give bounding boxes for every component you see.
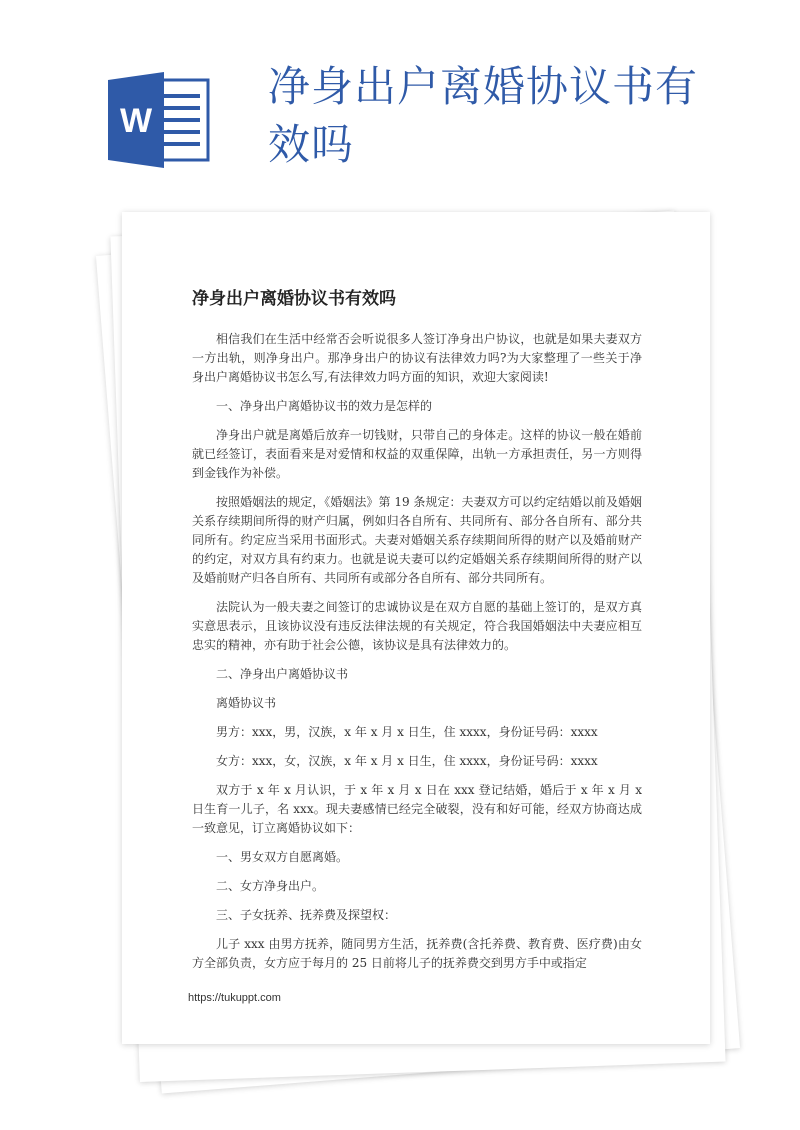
section-heading: 二、净身出户离婚协议书 xyxy=(216,667,349,681)
paragraph: 二、女方净身出户。 xyxy=(216,879,325,893)
section-heading: 一、净身出户离婚协议书的效力是怎样的 xyxy=(216,399,433,413)
paragraph: 女方：xxx，女，汉族，x 年 x 月 x 日生，住 xxxx，身份证号码：xxxx xyxy=(216,754,598,768)
document-page xyxy=(122,212,710,1044)
paragraph: 三、子女抚养、抚养费及探望权： xyxy=(216,908,397,922)
word-document-icon xyxy=(108,72,212,168)
banner-title: 净身出户离婚协议书有效吗 xyxy=(268,62,699,169)
paragraph: 男方：xxx，男，汉族，x 年 x 月 x 日生，住 xxxx，身份证号码：xxxx xyxy=(216,725,598,739)
document-title: 净身出户离婚协议书有效吗 xyxy=(192,289,396,309)
paragraph: 净身出户就是离婚后放弃一切钱财，只带自己的身体走。这样的协议一般在婚前就已经签订，表面看来是对爱情和权益的双重保障，出轨一方承担责任，另一方则得到金钱作为补偿。 xyxy=(192,428,642,480)
paragraph: 儿子 xxx 由男方抚养，随同男方生活，抚养费(含托养费、教育费、医疗费)由女方全部负责，女方应于每月的 25 日前将儿子的抚养费交到男方手中或指定 xyxy=(192,937,642,970)
paragraph: 离婚协议书 xyxy=(216,696,277,710)
paragraph: 按照婚姻法的规定，《婚姻法》第 19 条规定：夫妻双方可以约定结婚以前及婚姻关系存续期间所得的财产归属，例如归各自所有、共同所有、部分各自所有、部分共同所有。约定应当采用书面形式。夫妻对婚姻关系存续期间所得的财产以及婚前财产的约定，对双方具有约束力。也就是说夫妻可以约定婚姻关系存续期间所得的财产以及婚前财产归各自所有、共同所有或部分各自所有、部分共同所有。 xyxy=(192,495,642,585)
document-footer-url: https://tukuppt.com xyxy=(188,992,281,1004)
paragraph: 法院认为一般夫妻之间签订的忠诚协议是在双方自愿的基础上签订的，是双方真实意思表示，且该协议没有违反法律法规的有关规定，符合我国婚姻法中夫妻应相互忠实的精神，亦有助于社会公德，该协议是具有法律效力的。 xyxy=(192,600,642,652)
word-icon-letter: W xyxy=(119,102,153,140)
document-body xyxy=(192,330,642,983)
paragraph: 双方于 x 年 x 月认识，于 x 年 x 月 x 日在 xxx 登记结婚，婚后于 x 年 x 月 x 日生育一儿子，名 xxx。现夫妻感情已经完全破裂，没有和好可能，经双方协商达成一致意见，订立离婚协议如下： xyxy=(192,783,642,835)
paragraph: 一、男女双方自愿离婚。 xyxy=(216,850,349,864)
paragraph: 相信我们在生活中经常否会听说很多人签订净身出户协议，也就是如果夫妻双方一方出轨，则净身出户。那净身出户的协议有法律效力吗?为大家整理了一些关于净身出户离婚协议书怎么写,有法律效力吗方面的知识，欢迎大家阅读! xyxy=(192,332,642,384)
